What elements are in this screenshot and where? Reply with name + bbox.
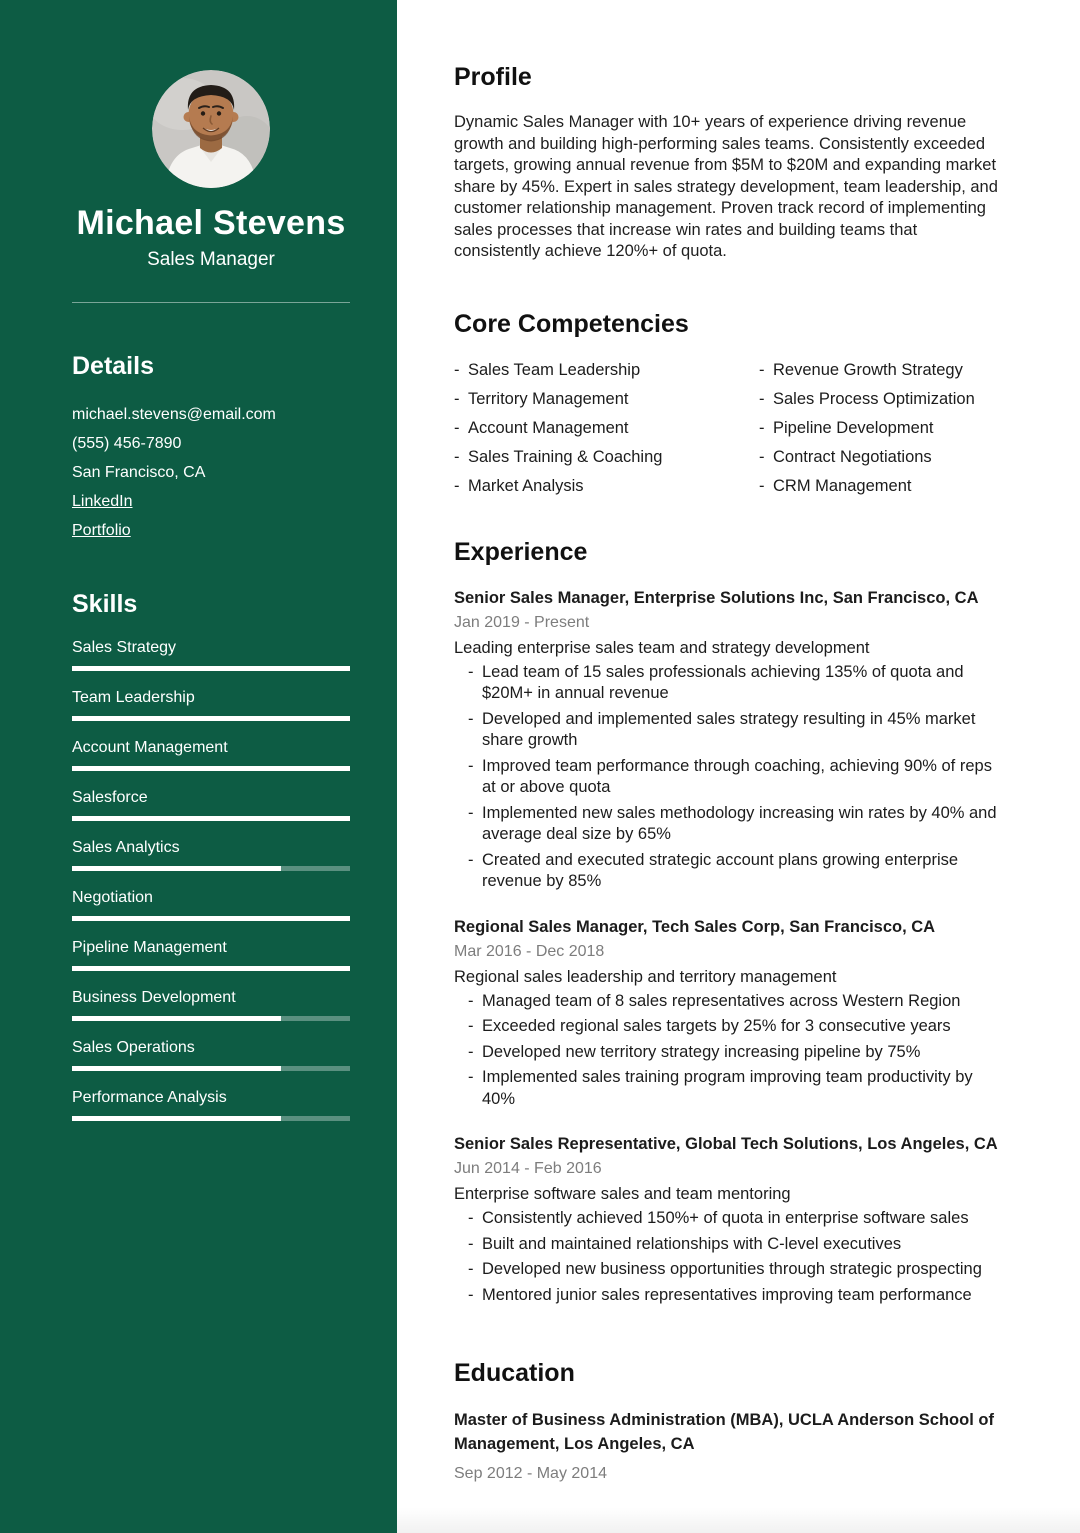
job-bullet-text: Developed and implemented sales strategy resulting in 45% market share growth: [482, 709, 976, 749]
skill-bar: [72, 1116, 350, 1121]
job-bullet-text: Consistently achieved 150%+ of quota in enterprise software sales: [482, 1209, 969, 1227]
skill-bar-fill: [72, 866, 281, 871]
skill-bar-fill: [72, 766, 350, 771]
job-dates: Jun 2014 - Feb 2016: [454, 1160, 602, 1177]
skill-label: Sales Strategy: [72, 639, 177, 656]
skill-label: Performance Analysis: [72, 1089, 227, 1106]
skill-bar: [72, 716, 350, 721]
job-bullet: [468, 662, 1008, 705]
profile-section: [454, 62, 1010, 263]
education-heading: Education: [454, 1359, 575, 1387]
competency-item: [454, 388, 759, 410]
skill-bar: [72, 766, 350, 771]
portfolio-link[interactable]: Portfolio: [72, 522, 131, 539]
job-bullet: [468, 756, 1008, 799]
experience-section: [454, 537, 1010, 1307]
skills-heading: Skills: [72, 590, 138, 618]
dash-bullet: -: [468, 803, 474, 822]
skill-item: [72, 688, 350, 721]
dash-bullet: -: [454, 476, 460, 495]
dash-bullet: -: [468, 1234, 474, 1253]
experience-heading: Experience: [454, 537, 588, 566]
candidate-job-title: Sales Manager: [147, 249, 275, 270]
competency-label: Pipeline Development: [773, 418, 934, 437]
sidebar-divider: [72, 302, 350, 303]
competency-item: [759, 388, 1010, 410]
skill-item: [72, 1088, 350, 1121]
job-bullet: [468, 1042, 1008, 1064]
skill-label: Negotiation: [72, 889, 153, 906]
contact-email: michael.stevens@email.com: [72, 406, 276, 423]
job-bullet: [468, 1285, 1008, 1307]
competency-item: [454, 475, 759, 497]
job-summary: Regional sales leadership and territory management: [454, 967, 837, 986]
job-bullet-text: Created and executed strategic account plans growing enterprise revenue by 85%: [482, 850, 959, 890]
avatar: [152, 70, 270, 188]
candidate-name: Michael Stevens: [76, 204, 346, 242]
job-bullet: [468, 1259, 1008, 1281]
competency-item: [454, 417, 759, 439]
dash-bullet: -: [468, 1042, 474, 1061]
dash-bullet: -: [759, 389, 765, 408]
competency-label: Revenue Growth Strategy: [773, 360, 963, 379]
avatar-photo-illustration: [152, 70, 270, 188]
skill-bar: [72, 816, 350, 821]
job-bullet-text: Implemented new sales methodology increasing win rates by 40% and average deal size by 65%: [482, 803, 997, 843]
competency-label: Sales Process Optimization: [773, 389, 975, 408]
skill-label: Salesforce: [72, 789, 148, 806]
job-bullet-text: Exceeded regional sales targets by 25% for 3 consecutive years: [482, 1017, 951, 1035]
skill-label: Sales Operations: [72, 1039, 195, 1056]
skill-item: [72, 988, 350, 1021]
skill-bar: [72, 1016, 350, 1021]
skill-bar-fill: [72, 666, 350, 671]
dash-bullet: -: [468, 991, 474, 1010]
job-bullet-list: [454, 1208, 1008, 1306]
skill-bar: [72, 1066, 350, 1071]
job-entry: [454, 916, 1010, 1111]
job-bullet: [468, 803, 1008, 846]
skill-item: [72, 788, 350, 821]
dash-bullet: -: [454, 447, 460, 466]
details-heading: Details: [72, 352, 154, 380]
skill-bar-fill: [72, 966, 350, 971]
skill-bar-fill: [72, 1016, 281, 1021]
job-bullet: [468, 1208, 1008, 1230]
resume-body: [397, 0, 1080, 1533]
linkedin-link[interactable]: LinkedIn: [72, 493, 133, 510]
skill-bar-fill: [72, 716, 350, 721]
core-competencies-heading: Core Competencies: [454, 309, 689, 338]
skill-label: Sales Analytics: [72, 839, 180, 856]
job-bullet: [468, 850, 1008, 893]
job-entry: [454, 587, 1010, 893]
job-bullet-text: Built and maintained relationships with C-level executives: [482, 1234, 902, 1253]
dash-bullet: -: [468, 1260, 474, 1278]
job-title: Senior Sales Representative, Global Tech Solutions, Los Angeles, CA: [454, 1135, 998, 1153]
competency-item: [759, 475, 1010, 497]
skill-item: [72, 838, 350, 871]
job-bullet: [468, 1016, 1008, 1038]
skill-label: Account Management: [72, 739, 228, 756]
skill-bar: [72, 866, 350, 871]
job-bullet-text: Developed new territory strategy increasing pipeline by 75%: [482, 1042, 921, 1061]
competency-item: [759, 417, 1010, 439]
job-dates: Jan 2019 - Present: [454, 613, 590, 631]
job-bullet-text: Implemented sales training program improving team productivity by 40%: [482, 1068, 973, 1108]
job-dates: Mar 2016 - Dec 2018: [454, 942, 605, 960]
competencies-grid: [454, 359, 1010, 497]
job-bullet-text: Mentored junior sales representatives improving team performance: [482, 1285, 972, 1304]
job-bullet: [468, 991, 1008, 1013]
skill-label: Team Leadership: [72, 689, 195, 706]
competency-item: [759, 446, 1010, 468]
dash-bullet: -: [759, 360, 765, 379]
skill-bar-fill: [72, 1116, 281, 1121]
skill-item: [72, 638, 350, 671]
dash-bullet: -: [454, 389, 460, 408]
dash-bullet: -: [468, 1068, 474, 1086]
dash-bullet: -: [454, 360, 460, 379]
competency-item: [454, 446, 759, 468]
skill-label: Business Development: [72, 989, 236, 1006]
competency-label: CRM Management: [773, 476, 912, 495]
job-bullet-list: [454, 662, 1008, 893]
education-degree: Master of Business Administration (MBA), UCLA Anderson School of Management, Los Angeles, CA: [454, 1411, 994, 1453]
job-summary: Enterprise software sales and team mentoring: [454, 1185, 791, 1203]
job-bullet: [468, 709, 1008, 752]
competency-label: Sales Training & Coaching: [468, 447, 663, 466]
dash-bullet: -: [468, 1285, 474, 1304]
skill-item: [72, 888, 350, 921]
competency-item: [454, 359, 759, 381]
skill-bar-fill: [72, 1066, 281, 1071]
profile-text: Dynamic Sales Manager with 10+ years of experience driving revenue growth and building high-performing sales teams. Consistently exceeded targets, growing annual revenue from $5M to $20M and expanding market share by 45%. Expert in sales strategy development, team leadership, and customer relationship management. Proven track record of implementing sales processes that increase win rates and building teams that consistently achieve 120%+ of quota.: [454, 113, 998, 260]
skill-item: [72, 738, 350, 771]
dash-bullet: -: [468, 850, 474, 869]
skill-bar: [72, 666, 350, 671]
competency-label: Market Analysis: [468, 476, 584, 495]
skill-bar-fill: [72, 916, 350, 921]
job-entry: [454, 1133, 1010, 1306]
skill-bar: [72, 916, 350, 921]
contact-location: San Francisco, CA: [72, 464, 206, 481]
contact-phone: (555) 456-7890: [72, 435, 182, 452]
skill-item: [72, 1038, 350, 1071]
job-bullet-list: [454, 991, 1008, 1111]
dash-bullet: -: [454, 418, 460, 437]
competency-item: [759, 359, 1010, 381]
core-competencies-section: [454, 309, 1010, 497]
education-dates: Sep 2012 - May 2014: [454, 1465, 607, 1482]
sidebar: [0, 0, 397, 1533]
dash-bullet: -: [468, 709, 474, 728]
job-title: Senior Sales Manager, Enterprise Solutions Inc, San Francisco, CA: [454, 588, 979, 607]
competency-label: Sales Team Leadership: [468, 360, 641, 379]
job-bullet-text: Lead team of 15 sales professionals achieving 135% of quota and $20M+ in annual revenue: [482, 662, 964, 702]
dash-bullet: -: [759, 418, 765, 437]
competency-label: Contract Negotiations: [773, 447, 932, 466]
dash-bullet: -: [468, 1209, 474, 1227]
job-bullet-text: Managed team of 8 sales representatives across Western Region: [482, 991, 961, 1010]
skill-item: [72, 938, 350, 971]
dash-bullet: -: [759, 476, 765, 495]
job-bullet: [468, 1067, 1008, 1110]
dash-bullet: -: [468, 1017, 474, 1035]
skill-label: Pipeline Management: [72, 939, 227, 956]
job-bullet-text: Developed new business opportunities through strategic prospecting: [482, 1260, 982, 1278]
job-bullet-text: Improved team performance through coaching, achieving 90% of reps at or above quota: [482, 756, 992, 796]
competency-label: Account Management: [468, 418, 629, 437]
dash-bullet: -: [468, 756, 474, 775]
competency-label: Territory Management: [468, 389, 629, 408]
job-title: Regional Sales Manager, Tech Sales Corp, San Francisco, CA: [454, 917, 936, 936]
skill-bar-fill: [72, 816, 350, 821]
dash-bullet: -: [468, 662, 474, 681]
education-section: [454, 1358, 1010, 1485]
job-bullet: [468, 1234, 1008, 1256]
dash-bullet: -: [759, 447, 765, 466]
job-summary: Leading enterprise sales team and strategy development: [454, 638, 870, 657]
profile-heading: Profile: [454, 63, 532, 91]
skill-bar: [72, 966, 350, 971]
